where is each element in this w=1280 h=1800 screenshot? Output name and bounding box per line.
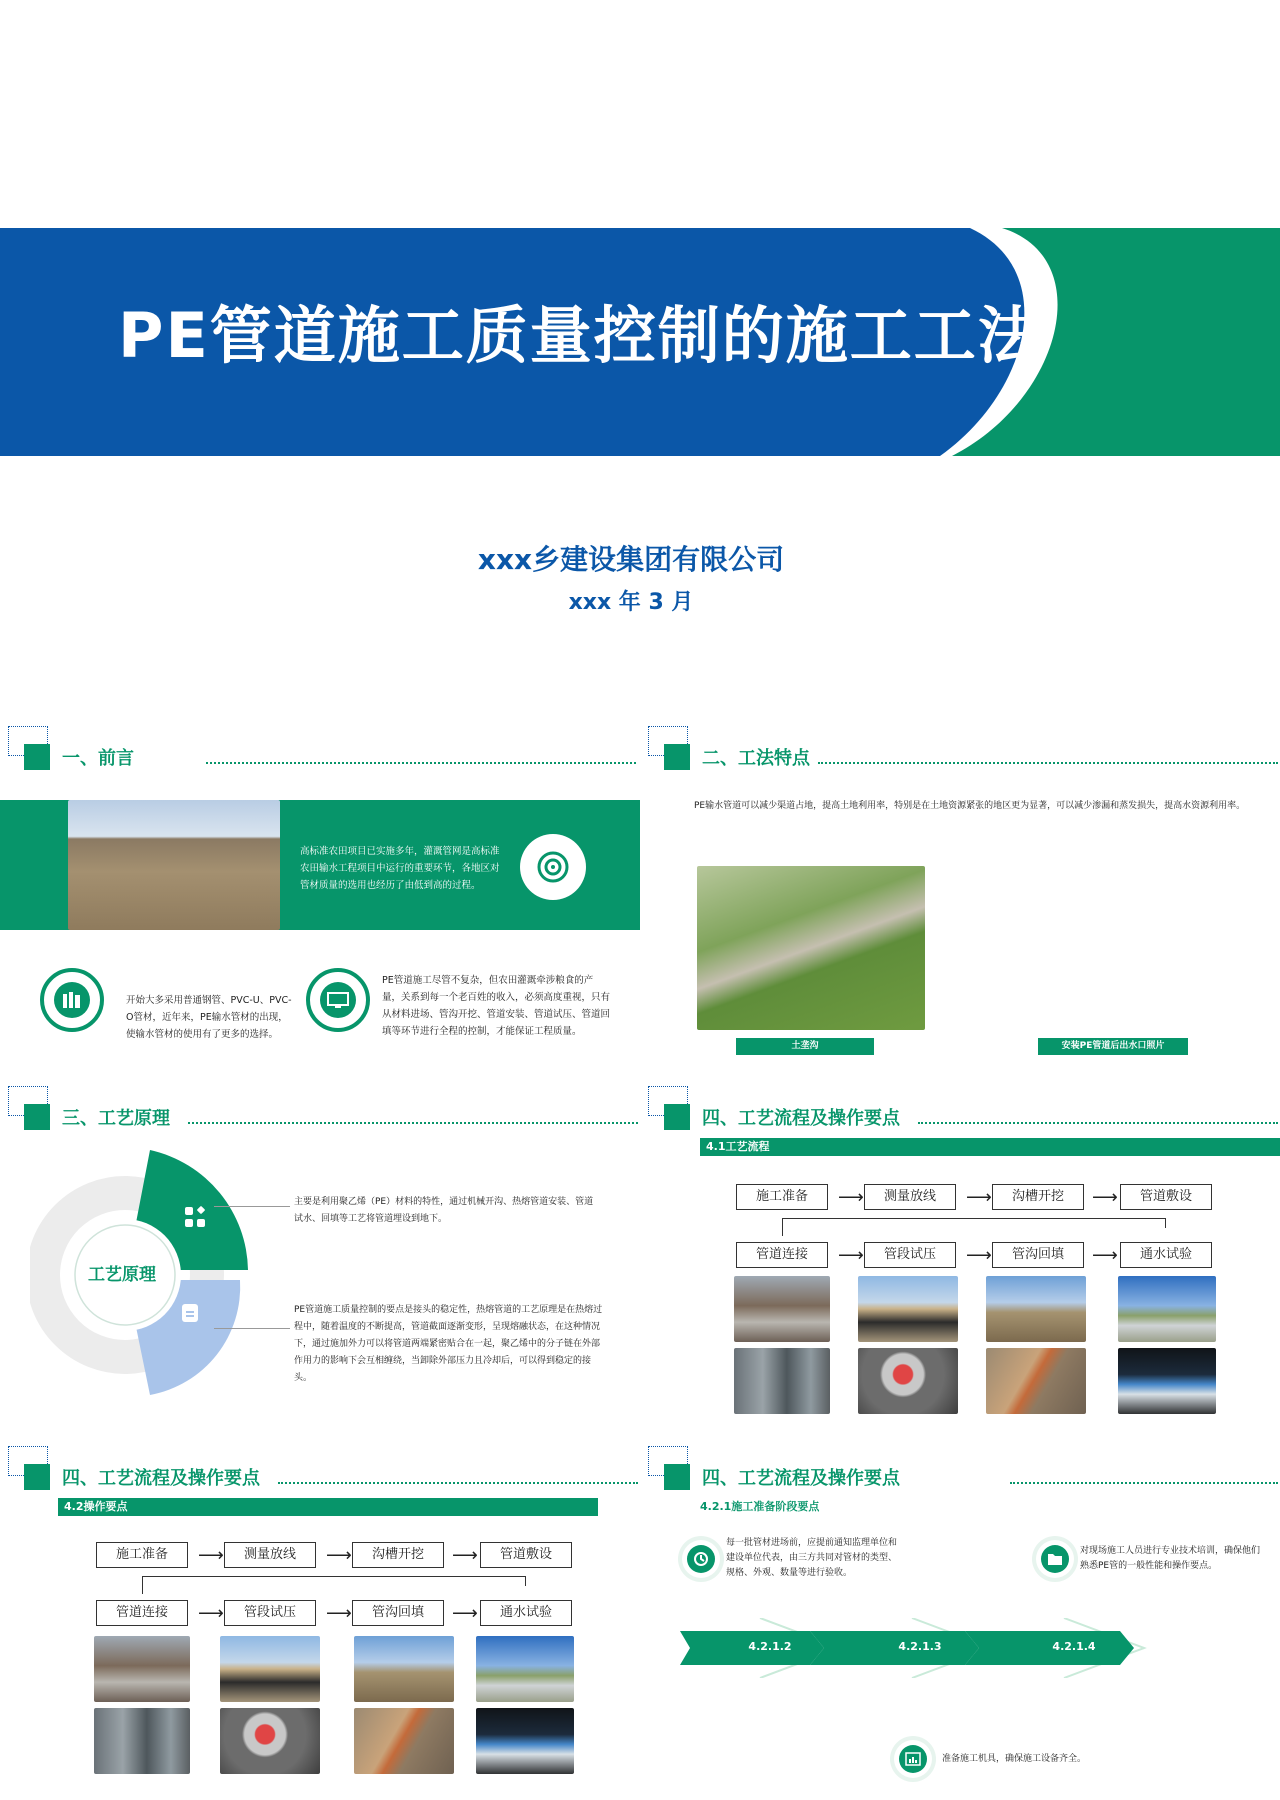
site-photo bbox=[354, 1636, 454, 1702]
prep-text-training: 对现场施工人员进行专业技术培训，确保他们熟悉PE管的一般性能和操作要点。 bbox=[1080, 1546, 1261, 1571]
site-photo bbox=[220, 1708, 320, 1774]
subsection-bar: 4.1工艺流程 bbox=[700, 1138, 1280, 1156]
target-icon bbox=[520, 834, 586, 900]
section-title: 二、工法特点 bbox=[702, 748, 810, 769]
flow-step: 施工准备 bbox=[96, 1542, 188, 1568]
principle-text-2: PE管道施工质量控制的要点是接头的稳定性，热熔管道的工艺原理是在热熔过程中，随着温度的不断提高，管道截面逐渐变形，呈现熔融状态，在这种情况下，通过施加外力可以将管道两端紧密贴合在一起，聚乙烯中的分子链在外部作用力的影响下会互相缠绕，当卸除外部压力且冷却后，可以得到稳定的接头。 bbox=[294, 1305, 603, 1383]
subsection-title: 4.2.1施工准备阶段要点 bbox=[700, 1500, 820, 1513]
chart-icon bbox=[894, 1740, 932, 1778]
site-photo bbox=[734, 1348, 830, 1414]
arrow-icon: ⟶ bbox=[326, 1603, 352, 1624]
canal-photo bbox=[697, 866, 925, 1030]
flow-step: 沟槽开挖 bbox=[992, 1184, 1084, 1210]
site-photo bbox=[858, 1348, 958, 1414]
arrow-icon: ⟶ bbox=[452, 1545, 478, 1566]
flow-step: 管沟回填 bbox=[352, 1600, 444, 1626]
section-title: 四、工艺流程及操作要点 bbox=[702, 1108, 900, 1129]
site-photo bbox=[734, 1276, 830, 1342]
flow-step: 管道敷设 bbox=[480, 1542, 572, 1568]
cover-slide bbox=[0, 0, 1280, 700]
flow-step: 管沟回填 bbox=[992, 1242, 1084, 1268]
section-title: 三、工艺原理 bbox=[62, 1108, 170, 1129]
farmland-photo bbox=[68, 800, 280, 930]
arrow-icon: ⟶ bbox=[838, 1245, 864, 1266]
principle-text-1: 主要是利用聚乙烯（PE）材料的特性，通过机械开沟、热熔管道安装、管道试水、回填等工艺将管道埋设到地下。 bbox=[294, 1197, 594, 1224]
step-label: 4.2.1.2 bbox=[748, 1640, 792, 1653]
flow-step: 管道连接 bbox=[96, 1600, 188, 1626]
flow-step: 通水试验 bbox=[480, 1600, 572, 1626]
arrow-icon: ⟶ bbox=[838, 1187, 864, 1208]
site-photo bbox=[220, 1636, 320, 1702]
cover-title: PE管道施工质量控制的施工工法 bbox=[118, 299, 1042, 372]
section-title: 一、前言 bbox=[62, 748, 134, 769]
flow-step: 沟槽开挖 bbox=[352, 1542, 444, 1568]
prep-text-equipment: 准备施工机具，确保施工设备齐全。 bbox=[942, 1754, 1087, 1764]
books-icon bbox=[40, 968, 104, 1032]
arrow-icon: ⟶ bbox=[326, 1545, 352, 1566]
arrow-icon: ⟶ bbox=[452, 1603, 478, 1624]
arrow-icon: ⟶ bbox=[198, 1545, 224, 1566]
site-photo bbox=[986, 1348, 1086, 1414]
preface-right-text: PE管道施工尽管不复杂，但农田灌溉牵涉粮食的产量，关系到每一个老百姓的收入，必须高度重视，只有从材料进场、管沟开挖、管道安装、管道试压、管道回填等环节进行全程的控制，才能保证工程质量。 bbox=[382, 975, 611, 1037]
caption-outlet: 安装PE管道后出水口照片 bbox=[1038, 1038, 1188, 1055]
subsection-bar: 4.2操作要点 bbox=[58, 1498, 598, 1516]
site-photo bbox=[858, 1276, 958, 1342]
site-photo bbox=[94, 1636, 190, 1702]
section-header bbox=[648, 1446, 1278, 1494]
section-header bbox=[8, 1446, 638, 1494]
section-title: 四、工艺流程及操作要点 bbox=[702, 1468, 900, 1489]
company-name: xxx乡建设集团有限公司 bbox=[477, 543, 785, 576]
preface-banner-text: 高标准农田项目已实施多年，灌溉管网是高标准农田输水工程项目中运行的重要环节，各地区对管材质量的选用也经历了由低到高的过程。 bbox=[300, 846, 500, 891]
step-label: 4.2.1.3 bbox=[898, 1640, 942, 1653]
section-header bbox=[8, 1086, 638, 1134]
step-label: 4.2.1.4 bbox=[1052, 1640, 1096, 1653]
site-photo bbox=[94, 1708, 190, 1774]
preface-left-text: 开始大多采用普通钢管、PVC-U、PVC-O管材，近年来，PE输水管材的出现，使输水管材的使用有了更多的选择。 bbox=[126, 995, 292, 1040]
slide-preparation-points bbox=[640, 1440, 1280, 1800]
flow-step: 管道敷设 bbox=[1120, 1184, 1212, 1210]
flow-step: 管段试压 bbox=[864, 1242, 956, 1268]
prep-text-materials: 每一批管材进场前，应提前通知监理单位和建设单位代表，由三方共同对管材的类型、规格、外观、数量等进行验收。 bbox=[726, 1538, 898, 1578]
site-photo bbox=[476, 1708, 574, 1774]
arrow-icon: ⟶ bbox=[966, 1187, 992, 1208]
arrow-icon: ⟶ bbox=[198, 1603, 224, 1624]
slide-process-flow bbox=[640, 1080, 1280, 1440]
caption-ditch: 土垄沟 bbox=[736, 1038, 874, 1055]
site-photo bbox=[986, 1276, 1086, 1342]
slide-operation-points bbox=[0, 1440, 640, 1800]
flow-step: 管段试压 bbox=[224, 1600, 316, 1626]
section-title: 四、工艺流程及操作要点 bbox=[62, 1468, 260, 1489]
slide-preface bbox=[0, 720, 640, 1080]
principle-center-label: 工艺原理 bbox=[88, 1265, 156, 1285]
section-header bbox=[648, 726, 1278, 774]
folder-icon bbox=[1036, 1540, 1074, 1578]
features-text: PE输水管道可以减少渠道占地，提高土地利用率，特别是在土地资源紧张的地区更为显著，可以减少渗漏和蒸发损失，提高水资源利用率。 bbox=[694, 801, 1246, 811]
section-header bbox=[648, 1086, 1278, 1134]
site-photo bbox=[1118, 1276, 1216, 1342]
flow-step: 管道连接 bbox=[736, 1242, 828, 1268]
site-photo bbox=[1118, 1348, 1216, 1414]
flow-step: 测量放线 bbox=[864, 1184, 956, 1210]
section-header bbox=[8, 726, 638, 774]
flow-step: 通水试验 bbox=[1120, 1242, 1212, 1268]
site-photo bbox=[476, 1636, 574, 1702]
site-photo bbox=[354, 1708, 454, 1774]
document-icon bbox=[180, 1302, 200, 1324]
flow-step: 测量放线 bbox=[224, 1542, 316, 1568]
apps-icon bbox=[184, 1206, 206, 1228]
slide-principle bbox=[0, 1080, 640, 1440]
arrow-icon: ⟶ bbox=[1092, 1187, 1118, 1208]
clock-icon bbox=[682, 1540, 720, 1578]
cover-date: xxx 年 3 月 bbox=[568, 590, 694, 615]
slide-features bbox=[640, 720, 1280, 1080]
monitor-icon bbox=[306, 968, 370, 1032]
arrow-icon: ⟶ bbox=[966, 1245, 992, 1266]
flow-step: 施工准备 bbox=[736, 1184, 828, 1210]
arrow-icon: ⟶ bbox=[1092, 1245, 1118, 1266]
